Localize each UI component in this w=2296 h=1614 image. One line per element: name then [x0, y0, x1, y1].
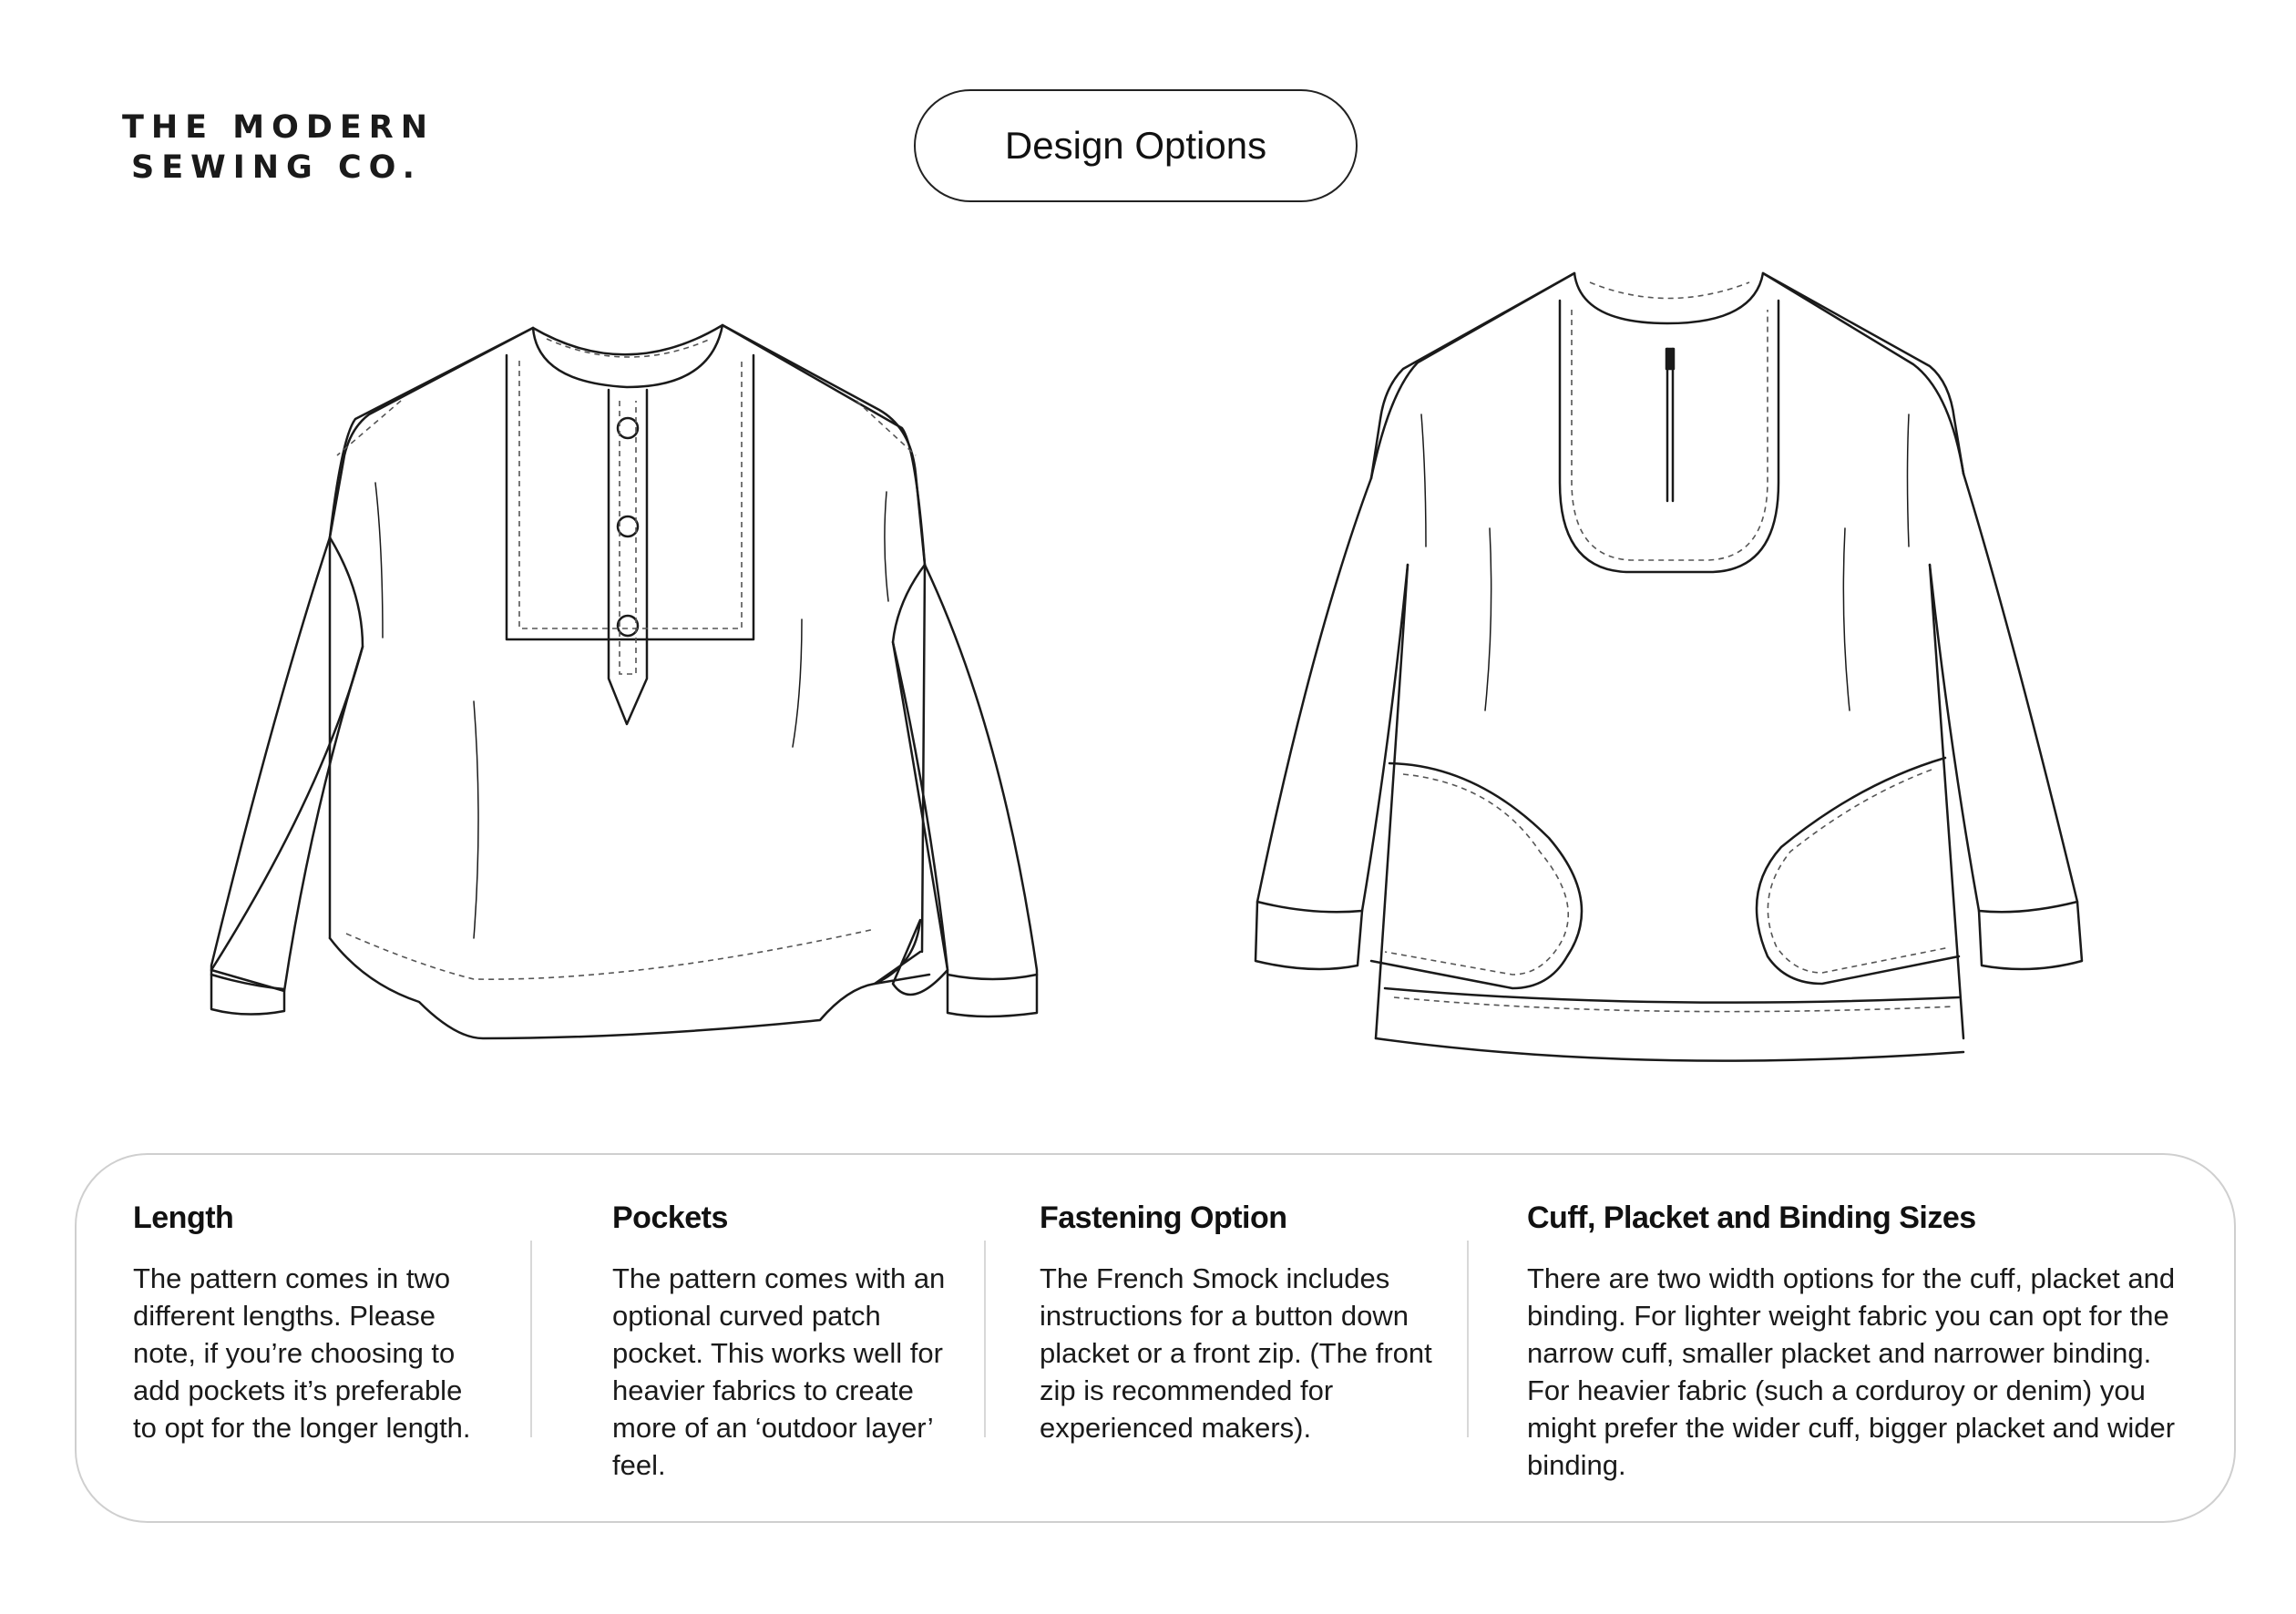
section-body: The French Smock includes instructions for a button down placket or a front zip. (The front zip is recommended for experienced makers). [1040, 1262, 1432, 1444]
brand-line-1: THE MODERN [122, 109, 436, 146]
page-title: Design Options [914, 89, 1358, 202]
section-body: The pattern comes in two different lengths. Please note, if you’re choosing to add pockets it’s preferable to opt for the longer length. [133, 1262, 471, 1444]
section-divider [530, 1241, 532, 1437]
section-title: Pockets [612, 1200, 728, 1235]
brand-line-2: SEWING CO. [131, 149, 422, 186]
section-pockets [612, 1200, 973, 1484]
button-placket-smock-drawing [211, 325, 1037, 1038]
left-stitching [337, 339, 916, 979]
right-stitching [1385, 282, 1954, 1012]
zip-pocket-smock-drawing [1256, 273, 2082, 1061]
section-divider [984, 1241, 986, 1437]
section-fastening [1040, 1200, 1440, 1446]
section-body: The pattern comes with an optional curved patch pocket. This works well for heavier fabrics to create more of an ‘outdoor layer’ feel. [612, 1262, 946, 1481]
section-body: There are two width options for the cuff, placket and binding. For lighter weight fabric you can opt for the narrow cuff, smaller placket and narrower binding. For heavier fabric (such a corduroy or denim) you might prefer the wider cuff, bigger placket and wider binding. [1527, 1262, 2176, 1481]
section-length [133, 1200, 479, 1446]
section-title: Length [133, 1200, 234, 1235]
section-divider [1467, 1241, 1469, 1437]
section-title: Fastening Option [1040, 1200, 1287, 1235]
section-title: Cuff, Placket and Binding Sizes [1527, 1200, 1976, 1235]
section-cuff-placket-binding [1527, 1200, 2183, 1484]
